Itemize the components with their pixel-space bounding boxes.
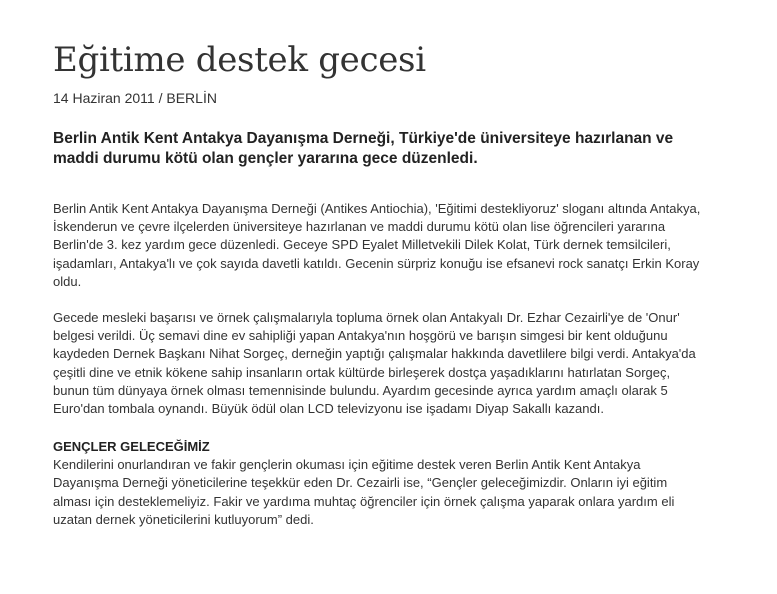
article-subheading: GENÇLER GELECEĞİMİZ (53, 439, 210, 455)
article (53, 38, 713, 529)
article-paragraph-3: Kendilerini onurlandıran ve fakir gençlerin okuması için eğitime destek veren Berlin Antik Kent Antakya Dayanışma Derneği yöneticilerine teşekkür eden Dr. Cezairli ise, “Gençler geleceğimizdir. Onların iyi eğitim alması için desteklemeliyiz. Fakir ve yardıma muhtaç öğrenciler için örnek çalışma yaparak onlara yardım eli uzatan dernek yöneticilerini kutluyorum” dedi. (53, 457, 675, 527)
article-paragraph-2: Gecede mesleki başarısı ve örnek çalışmalarıyla topluma örnek olan Antakyalı Dr. Ezhar Cezairli'ye de 'Onur' belgesi verildi. Üç semavi dine ev sahipliği yapan Antakya'nın hoşgörü ve barışın simgesi bir kent olduğunu kaydeden Dernek Başkanı Nihat Sorgeç, derneğin yaptığı çalışmalar hakkında davetlilere bilgi verdi. Antakya'da çeşitli dine ve etnik kökene sahip insanların ortak kültürde birleşerek dostça yaşadıklarını hatırlatan Sorgeç, bunun tüm dünyaya örnek olması temennisinde bulundu. Ayardım gecesinde ayrıca yardım amaçlı olarak 5 Euro'dan tombala oynandı. Büyük ödül olan LCD televizyonu ise işadamı Diyap Sakallı kazandı. (53, 310, 696, 417)
article-dateline: 14 Haziran 2011 / BERLİN (53, 90, 217, 106)
article-title: Eğitime destek gecesi (53, 40, 426, 80)
article-paragraph-1: Berlin Antik Kent Antakya Dayanışma Derneği (Antikes Antiochia), 'Eğitimi destekliyoruz' sloganı altında Antakya, İskenderun ve çevre ilçelerden üniversiteye hazırlanan ve maddi durumu kötü olan lise öğrencileri yararına Berlin'de 3. kez yardım gece düzenledi. Geceye SPD Eyalet Milletvekili Dilek Kolat, Türk dernek temsilcileri, işadamları, Antakya'lı ve çok sayıda davetli katıldı. Gecenin sürpriz konuğu ise efsanevi rock sanatçı Erkin Koray oldu. (53, 201, 701, 289)
article-lead: Berlin Antik Kent Antakya Dayanışma Derneği, Türkiye'de üniversiteye hazırlanan ve maddi durumu kötü olan gençler yararına gece düzenledi. (53, 130, 674, 167)
